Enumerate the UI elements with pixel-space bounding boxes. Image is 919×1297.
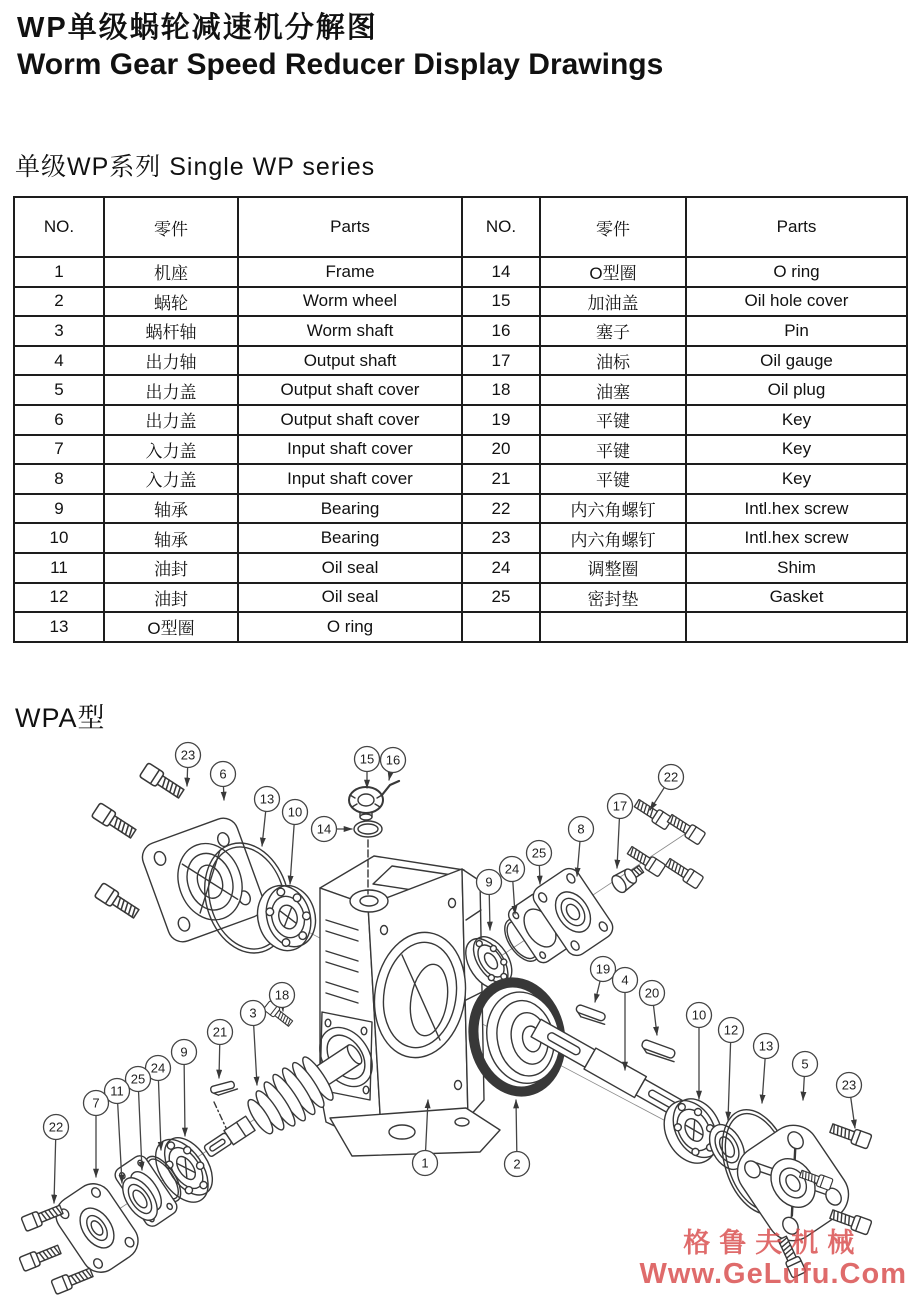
series-label: 单级WP系列 Single WP series xyxy=(15,153,376,181)
cell-part-en: Gasket xyxy=(686,583,907,613)
cell-part-en xyxy=(686,612,907,642)
exploded-view-diagram xyxy=(0,735,919,1297)
balloon-leader-21 xyxy=(219,1044,220,1078)
table-row xyxy=(14,553,907,583)
cell-part-en: Output shaft xyxy=(238,346,462,376)
diagram-type-label: WPA型 xyxy=(15,703,106,733)
watermark-url: Www.GeLufu.Com xyxy=(639,1258,907,1291)
balloon-number-5: 5 xyxy=(801,1056,809,1072)
balloon-leader-23 xyxy=(851,1097,855,1128)
table-row xyxy=(14,287,907,317)
cell-part-en: Frame xyxy=(238,257,462,287)
cell-part-zh: 入力盖 xyxy=(104,435,238,465)
balloon-leader-13 xyxy=(262,811,266,846)
balloon-number-23: 23 xyxy=(180,747,196,763)
table-header-row xyxy=(14,197,907,257)
cell-part-zh: 蜗杆轴 xyxy=(104,316,238,346)
cell-part-en: Intl.hex screw xyxy=(686,494,907,524)
cell-part-en: Output shaft cover xyxy=(238,375,462,405)
cell-part-en: Oil plug xyxy=(686,375,907,405)
cell-no: 9 xyxy=(14,494,104,524)
cell-part-en: Input shaft cover xyxy=(238,464,462,494)
cell-part-zh: 轴承 xyxy=(104,523,238,553)
cell-no: 5 xyxy=(14,375,104,405)
table-row xyxy=(14,612,907,642)
cell-part-en: Worm wheel xyxy=(238,287,462,317)
cell-no: 6 xyxy=(14,405,104,435)
balloon-number-24: 24 xyxy=(504,861,520,877)
key-19-drawing xyxy=(574,1004,608,1025)
cell-no: 7 xyxy=(14,435,104,465)
cell-part-zh: 油封 xyxy=(104,553,238,583)
balloon-leader-17 xyxy=(617,818,619,868)
cell-no: 14 xyxy=(462,257,540,287)
table-row xyxy=(14,583,907,613)
cell-part-en: Oil seal xyxy=(238,553,462,583)
table-row xyxy=(14,405,907,435)
balloon-number-24: 24 xyxy=(150,1060,166,1076)
table-row xyxy=(14,494,907,524)
cell-no: 12 xyxy=(14,583,104,613)
bearing-10-drawing xyxy=(250,878,323,957)
balloon-number-16: 16 xyxy=(385,752,401,768)
parts-table xyxy=(13,196,908,643)
col-header-part-zh-left: 零件 xyxy=(104,197,238,257)
oil-gauge-17-drawing xyxy=(609,861,647,895)
balloon-leader-22 xyxy=(650,788,664,810)
cell-part-zh: 平键 xyxy=(540,435,686,465)
balloon-leader-2 xyxy=(516,1100,517,1152)
cell-no: 20 xyxy=(462,435,540,465)
table-row xyxy=(14,435,907,465)
cell-part-en: Intl.hex screw xyxy=(686,523,907,553)
balloon-number-22: 22 xyxy=(663,769,679,785)
cell-part-zh: 出力盖 xyxy=(104,405,238,435)
cell-part-en: O ring xyxy=(238,612,462,642)
col-header-part-en-right: Parts xyxy=(686,197,907,257)
cell-part-en: Input shaft cover xyxy=(238,435,462,465)
cell-no: 23 xyxy=(462,523,540,553)
cell-part-zh: 塞子 xyxy=(540,316,686,346)
col-header-no-left: NO. xyxy=(14,197,104,257)
key-21-drawing xyxy=(210,1080,238,1096)
balloon-number-1: 1 xyxy=(421,1155,429,1171)
output-shaft-cover-6-drawing xyxy=(138,814,268,946)
balloon-number-12: 12 xyxy=(723,1022,739,1038)
balloon-number-3: 3 xyxy=(249,1005,257,1021)
balloon-leader-24 xyxy=(158,1080,161,1150)
balloon-leader-12 xyxy=(728,1042,731,1120)
balloon-number-22: 22 xyxy=(48,1119,64,1135)
cell-part-zh: 入力盖 xyxy=(104,464,238,494)
balloon-leader-13 xyxy=(762,1058,765,1103)
cell-no: 11 xyxy=(14,553,104,583)
output-cover-bottom-group xyxy=(654,1089,872,1278)
balloon-number-21: 21 xyxy=(212,1024,228,1040)
balloon-leader-5 xyxy=(803,1076,804,1100)
cell-no: 8 xyxy=(14,464,104,494)
table-row xyxy=(14,316,907,346)
cell-no: 15 xyxy=(462,287,540,317)
pin-drawing xyxy=(382,781,399,795)
balloon-number-10: 10 xyxy=(287,804,303,820)
balloon-number-10: 10 xyxy=(691,1007,707,1023)
cell-no: 21 xyxy=(462,464,540,494)
cell-part-en: Oil seal xyxy=(238,583,462,613)
balloon-number-2: 2 xyxy=(513,1156,521,1172)
col-header-part-en-left: Parts xyxy=(238,197,462,257)
col-header-part-zh-right: 零件 xyxy=(540,197,686,257)
balloon-leader-10 xyxy=(290,824,294,884)
cell-part-zh: 油标 xyxy=(540,346,686,376)
balloon-leader-9 xyxy=(184,1064,185,1136)
cell-part-en: Key xyxy=(686,464,907,494)
balloon-leader-6 xyxy=(223,786,224,800)
balloon-leader-16 xyxy=(389,772,391,780)
cell-no: 1 xyxy=(14,257,104,287)
table-row xyxy=(14,523,907,553)
balloon-number-25: 25 xyxy=(531,845,547,861)
cell-part-zh: 平键 xyxy=(540,464,686,494)
table-row xyxy=(14,346,907,376)
cell-part-zh: 油封 xyxy=(104,583,238,613)
page-title-en: Worm Gear Speed Reducer Display Drawings xyxy=(17,48,664,82)
cell-part-zh: 油塞 xyxy=(540,375,686,405)
cell-part-zh: 出力轴 xyxy=(104,346,238,376)
cell-part-en: Bearing xyxy=(238,494,462,524)
balloon-number-17: 17 xyxy=(612,798,628,814)
cell-no: 18 xyxy=(462,375,540,405)
cell-part-zh: 内六角螺钉 xyxy=(540,523,686,553)
balloon-number-6: 6 xyxy=(219,766,227,782)
cell-no: 13 xyxy=(14,612,104,642)
cell-part-en: Worm shaft xyxy=(238,316,462,346)
balloon-number-15: 15 xyxy=(359,751,375,767)
balloon-number-19: 19 xyxy=(595,961,611,977)
balloon-number-25: 25 xyxy=(130,1071,146,1087)
cell-part-en: Bearing xyxy=(238,523,462,553)
balloon-number-4: 4 xyxy=(621,972,629,988)
cell-part-zh: 加油盖 xyxy=(540,287,686,317)
balloon-number-9: 9 xyxy=(180,1044,188,1060)
table-row xyxy=(14,464,907,494)
cell-part-zh: O型圈 xyxy=(540,257,686,287)
balloon-number-14: 14 xyxy=(316,821,332,837)
balloon-number-8: 8 xyxy=(577,821,585,837)
table-row xyxy=(14,257,907,287)
title-block xyxy=(17,10,663,84)
balloon-leader-8 xyxy=(577,841,580,876)
cell-part-zh: 平键 xyxy=(540,405,686,435)
cell-part-en: Shim xyxy=(686,553,907,583)
cell-part-zh: 轴承 xyxy=(104,494,238,524)
cell-part-zh xyxy=(540,612,686,642)
cell-part-en: Oil hole cover xyxy=(686,287,907,317)
balloon-number-13: 13 xyxy=(758,1038,774,1054)
balloon-leader-3 xyxy=(254,1025,257,1085)
input-cover-bottom-group xyxy=(19,1127,224,1295)
balloon-number-18: 18 xyxy=(274,987,290,1003)
cell-no: 4 xyxy=(14,346,104,376)
balloon-leader-19 xyxy=(595,981,600,1002)
housing-frame-drawing xyxy=(309,856,500,1156)
cell-part-en: Oil gauge xyxy=(686,346,907,376)
balloon-leader-23 xyxy=(187,767,188,786)
cell-no: 24 xyxy=(462,553,540,583)
table-row xyxy=(14,375,907,405)
cell-part-zh: 密封垫 xyxy=(540,583,686,613)
balloon-number-11: 11 xyxy=(110,1083,124,1099)
cell-part-en: O ring xyxy=(686,257,907,287)
cell-part-en: Pin xyxy=(686,316,907,346)
balloon-leader-9 xyxy=(489,894,490,930)
watermark-zh: 格鲁夫机械 xyxy=(683,1228,864,1259)
cell-no: 19 xyxy=(462,405,540,435)
output-cover-top-group xyxy=(91,763,323,964)
cell-no: 10 xyxy=(14,523,104,553)
cell-no: 16 xyxy=(462,316,540,346)
cell-no xyxy=(462,612,540,642)
cell-no: 25 xyxy=(462,583,540,613)
cell-part-zh: 内六角螺钉 xyxy=(540,494,686,524)
key-20-drawing xyxy=(640,1039,678,1063)
balloon-leader-20 xyxy=(653,1005,657,1035)
cell-part-en: Key xyxy=(686,435,907,465)
page-title-zh: WP单级蜗轮减速机分解图 xyxy=(17,12,378,44)
balloon-number-13: 13 xyxy=(259,791,275,807)
cell-part-zh: 机座 xyxy=(104,257,238,287)
balloon-number-7: 7 xyxy=(92,1095,100,1111)
balloon-leader-22 xyxy=(54,1139,56,1203)
cell-no: 22 xyxy=(462,494,540,524)
cell-part-zh: 出力盖 xyxy=(104,375,238,405)
cell-part-en: Output shaft cover xyxy=(238,405,462,435)
balloon-number-20: 20 xyxy=(644,985,660,1001)
balloon-number-9: 9 xyxy=(485,874,493,890)
cell-no: 3 xyxy=(14,316,104,346)
col-header-no-right: NO. xyxy=(462,197,540,257)
cell-part-zh: 蜗轮 xyxy=(104,287,238,317)
cell-part-zh: 调整圈 xyxy=(540,553,686,583)
cell-no: 2 xyxy=(14,287,104,317)
balloon-number-23: 23 xyxy=(841,1077,857,1093)
balloon-leader-25 xyxy=(539,865,540,884)
cell-part-zh: O型圈 xyxy=(104,612,238,642)
cell-no: 17 xyxy=(462,346,540,376)
cell-part-en: Key xyxy=(686,405,907,435)
